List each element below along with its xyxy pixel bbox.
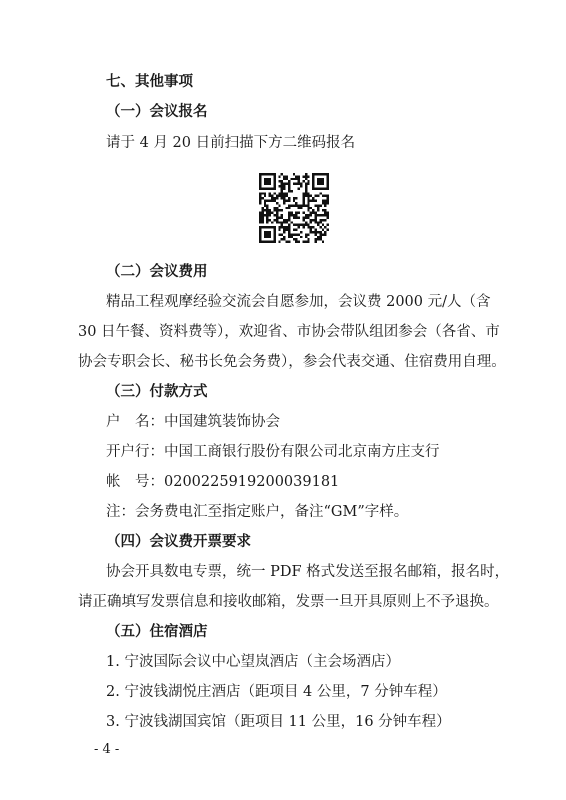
hotel-item: 3. 宁波钱湖国宾馆（距项目 11 公里，16 分钟车程）: [106, 714, 451, 730]
hotel-item: 2. 宁波钱湖悦庄酒店（距项目 4 公里，7 分钟车程）: [106, 684, 447, 700]
heading-payment: （三）付款方式: [106, 383, 208, 400]
bank-name: 开户行：中国工商银行股份有限公司北京南方庄支行: [106, 444, 440, 460]
qr-code-icon[interactable]: [259, 173, 329, 243]
heading-hotels: （五）住宿酒店: [106, 623, 208, 640]
hotel-item: 1. 宁波国际会议中心望岚酒店（主会场酒店）: [106, 654, 400, 670]
heading-fee: （二）会议费用: [106, 263, 208, 280]
account-name: 户 名：中国建筑装饰协会: [106, 414, 280, 430]
heading-invoice: （四）会议费开票要求: [106, 533, 251, 550]
payment-note: 注：会务费电汇至指定账户，备注“GM”字样。: [106, 504, 409, 520]
invoice-text-line-2: 请正确填写发票信息和接收邮箱，发票一旦开具原则上不予退换。: [78, 594, 499, 610]
page-number: - 4 -: [94, 742, 120, 757]
fee-text-line-3: 协会专职会长、秘书长免会务费），参会代表交通、住宿费用自理。: [78, 354, 506, 370]
registration-text: 请于 4 月 20 日前扫描下方二维码报名: [106, 135, 356, 151]
fee-text-line-2: 30 日午餐、资料费等），欢迎省、市协会带队组团参会（各省、市: [78, 324, 500, 340]
fee-text-line-1: 精品工程观摩经验交流会自愿参加，会议费 2000 元/人（含: [106, 294, 491, 310]
invoice-text-line-1: 协会开具数电专票，统一 PDF 格式发送至报名邮箱，报名时，: [106, 564, 510, 580]
account-number: 帐 号：0200225919200039181: [106, 474, 340, 490]
heading-registration: （一）会议报名: [106, 103, 208, 120]
section-title: 七、其他事项: [106, 74, 193, 90]
